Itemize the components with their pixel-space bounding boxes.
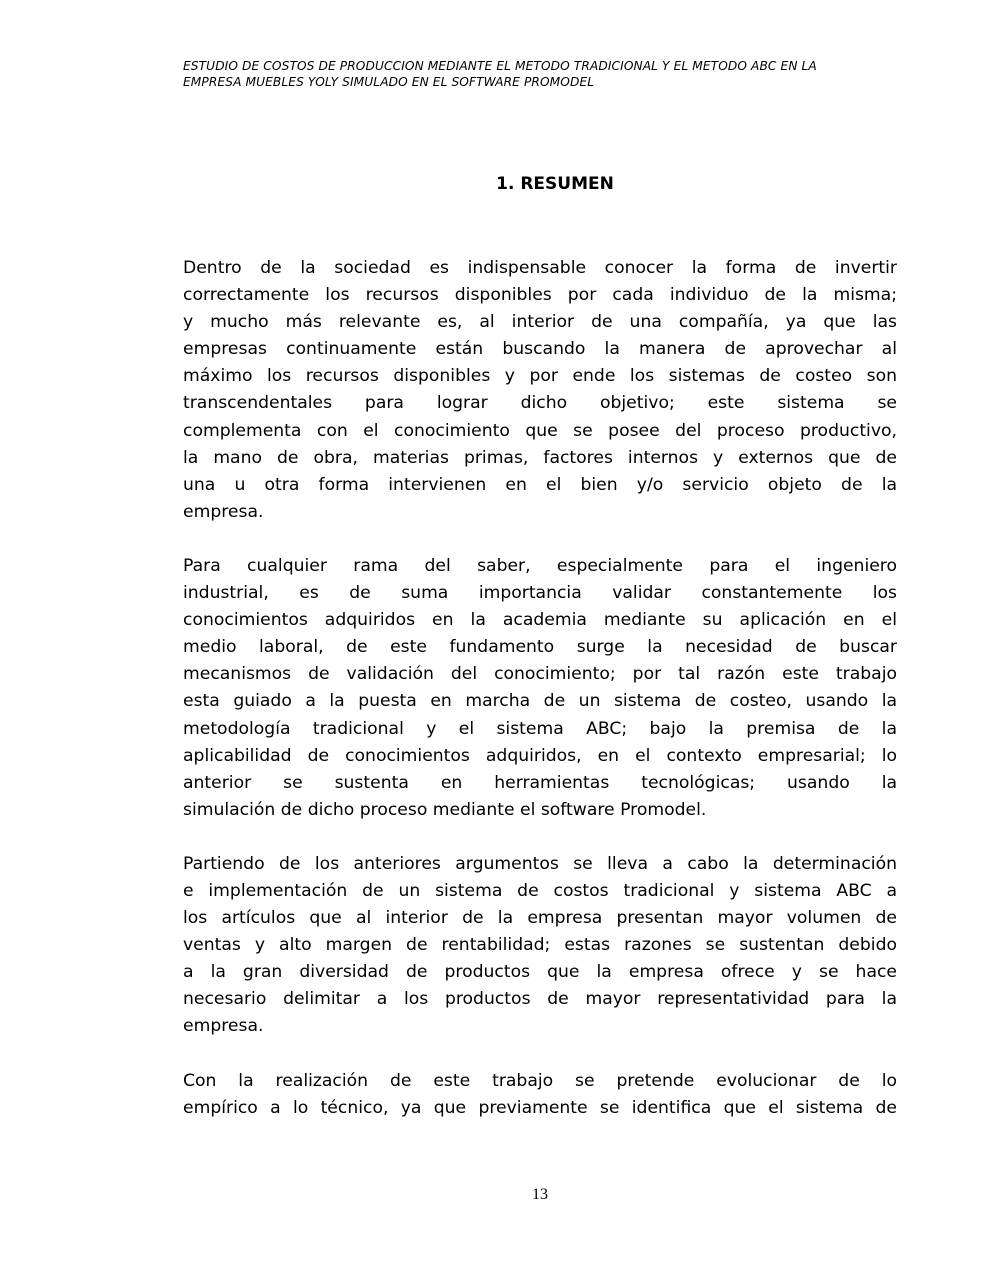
text-line: e implementación de un sistema de costos tradicional y sistema ABC a xyxy=(183,880,897,901)
text-line: transcendentales para lograr dicho objetivo; este sistema se xyxy=(183,393,897,414)
paragraph xyxy=(183,851,897,1041)
text-line: y mucho más relevante es, al interior de una compañía, ya que las xyxy=(183,312,897,333)
header-line: EMPRESA MUEBLES YOLY SIMULADO EN EL SOFTWARE PROMODEL xyxy=(183,75,595,89)
text-line: una u otra forma intervienen en el bien y/o servicio objeto de la xyxy=(183,474,897,495)
text-line: empresa. xyxy=(183,1016,264,1037)
text-line: esta guiado a la puesta en marcha de un sistema de costeo, usando la xyxy=(183,691,897,712)
text-line: aplicabilidad de conocimientos adquiridos, en el contexto empresarial; lo xyxy=(183,745,897,766)
section-title: 1. RESUMEN xyxy=(496,174,614,194)
paragraph xyxy=(183,255,897,526)
header-line: ESTUDIO DE COSTOS DE PRODUCCION MEDIANTE EL METODO TRADICIONAL Y EL METODO ABC EN LA xyxy=(183,59,817,73)
text-line: Partiendo de los anteriores argumentos se lleva a cabo la determinación xyxy=(183,853,897,874)
text-line: a la gran diversidad de productos que la empresa ofrece y se hace xyxy=(183,962,897,983)
text-line: empresa. xyxy=(183,501,264,522)
body-text xyxy=(183,255,897,1149)
paragraph xyxy=(183,1068,897,1122)
text-line: ventas y alto margen de rentabilidad; estas razones se sustentan debido xyxy=(183,935,897,956)
text-line: mecanismos de validación del conocimiento; por tal razón este trabajo xyxy=(183,664,897,685)
running-header xyxy=(183,58,883,90)
text-line: los artículos que al interior de la empresa presentan mayor volumen de xyxy=(183,908,897,929)
text-line: empírico a lo técnico, ya que previamente se identifica que el sistema de xyxy=(183,1097,897,1118)
text-line: industrial, es de suma importancia validar constantemente los xyxy=(183,583,897,604)
text-line: máximo los recursos disponibles y por ende los sistemas de costeo son xyxy=(183,366,897,387)
text-line: la mano de obra, materias primas, factores internos y externos que de xyxy=(183,447,897,468)
text-line: Con la realización de este trabajo se pretende evolucionar de lo xyxy=(183,1070,897,1091)
text-line: complementa con el conocimiento que se posee del proceso productivo, xyxy=(183,420,897,441)
text-line: necesario delimitar a los productos de mayor representatividad para la xyxy=(183,989,897,1010)
paragraph xyxy=(183,553,897,824)
text-line: simulación de dicho proceso mediante el software Promodel. xyxy=(183,799,707,820)
text-line: empresas continuamente están buscando la manera de aprovechar al xyxy=(183,339,897,360)
text-line: anterior se sustenta en herramientas tecnológicas; usando la xyxy=(183,772,897,793)
text-line: correctamente los recursos disponibles por cada individuo de la misma; xyxy=(183,285,897,306)
text-line: Dentro de la sociedad es indispensable conocer la forma de invertir xyxy=(183,258,897,278)
text-line: Para cualquier rama del saber, especialmente para el ingeniero xyxy=(183,555,897,576)
text-line: metodología tradicional y el sistema ABC; bajo la premisa de la xyxy=(183,718,897,739)
page-number: 13 xyxy=(532,1186,548,1203)
text-line: conocimientos adquiridos en la academia mediante su aplicación en el xyxy=(183,610,897,631)
text-line: medio laboral, de este fundamento surge la necesidad de buscar xyxy=(183,637,897,658)
